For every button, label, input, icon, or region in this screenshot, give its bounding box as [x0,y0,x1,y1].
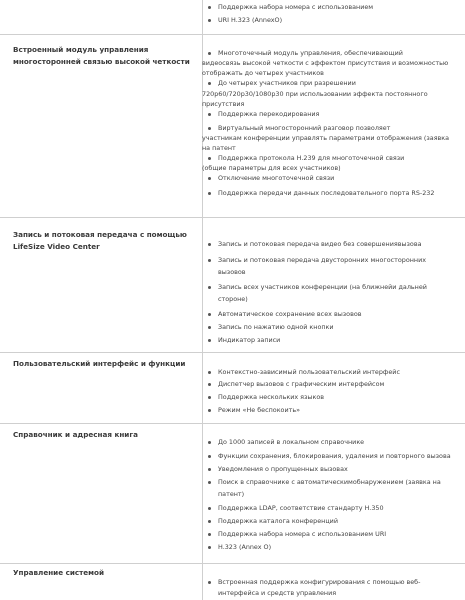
bullet-icon [208,396,211,399]
feature-line: Поддержка протокола H.239 для многоточечной связи [218,154,405,162]
feature-line: интерфейса и средств управления [218,589,337,597]
feature-line: Уведомления о пропущенных вызовах [218,465,348,473]
bullet-icon [208,157,211,160]
feature-line: Запись по нажатию одной кнопки [218,323,334,331]
section-title: Управление системой [13,568,105,577]
feature-line: До четырех участников при разрешении [218,79,356,87]
feature-line: Функции сохранения, блокирования, удаления и повторного вызова [218,452,451,460]
bullet-icon [208,339,211,342]
feature-line: Поддержка набора номера с использованием [218,3,374,11]
feature-line: Поддержка LDAP, соответствие стандарту H.350 [218,504,384,512]
feature-line: Диспетчер вызовов с графическим интерфейсом [218,380,385,388]
feature-line: Многоточечный модуль управления, обеспечивающий [218,49,403,57]
bullet-icon [208,286,211,289]
bullet-icon [208,82,211,85]
bullet-icon [208,520,211,523]
feature-line: вызовов [218,268,246,276]
row-divider [0,352,465,353]
feature-line: Отключение многоточечной связи [218,174,335,182]
feature-line: Поддержка набора номера с использованием URI [218,530,387,538]
feature-line: Автоматическое сохранение всех вызовов [218,310,362,318]
feature-line: До 1000 записей в локальном справочнике [218,438,365,446]
row-divider [0,563,465,564]
feature-line: Запись и потоковая передача двусторонних многосторонних [218,256,427,264]
feature-line: Поддержка каталога конференций [218,517,338,525]
bullet-icon [208,507,211,510]
feature-line: (общие параметры для всех участников) [202,164,341,172]
feature-line: H.323 (Annex O) [218,543,272,551]
bullet-icon [208,481,211,484]
bullet-icon [208,19,211,22]
feature-line: видеосвязь высокой четкости с эффектом присутствия и возможностью [202,59,449,67]
bullet-icon [208,52,211,55]
bullet-icon [208,468,211,471]
feature-line: Запись всех участников конференции (на ближнейи дальней [218,283,427,291]
feature-line: на патент [202,144,236,152]
feature-line: стороне) [218,295,248,303]
feature-line: Индикатор записи [218,336,281,344]
bullet-icon [208,546,211,549]
row-divider [0,34,465,35]
bullet-icon [208,313,211,316]
bullet-icon [208,326,211,329]
section-title: Запись и потоковая передача с помощью LifeSize Video Center [13,230,187,251]
feature-line: участникам конференции управлять параметрами отображения (заявка [202,134,450,142]
feature-line: Поддержка перекодирования [218,110,320,118]
section-title: Встроенный модуль управления многосторонней связью высокой четкости [13,45,190,66]
bullet-icon [208,177,211,180]
bullet-icon [208,533,211,536]
feature-line: Встроенная поддержка конфигурирования с помощью веб- [218,578,421,586]
bullet-icon [208,409,211,412]
feature-line: Поддержка нескольких языков [218,393,325,401]
bullet-icon [208,581,211,584]
bullet-icon [208,192,211,195]
bullet-icon [208,455,211,458]
row-divider [0,217,465,218]
feature-line: присутствия [202,100,245,108]
feature-line: отображать до четырех участников [202,69,324,77]
feature-line: Контекстно-зависимый пользовательский интерфейс [218,368,400,376]
feature-line: Виртуальный многосторонний разговор позволяет [218,124,391,132]
row-divider [0,423,465,424]
bullet-icon [208,383,211,386]
feature-line: Запись и потоковая передача видео без совершениявызова [218,240,422,248]
feature-line: патент) [218,490,245,498]
bullet-icon [208,371,211,374]
bullet-icon [208,6,211,9]
feature-line: 720p60/720p30/1080p30 при использовании эффекта постоянного [202,90,428,98]
bullet-icon [208,259,211,262]
bullet-icon [208,441,211,444]
bullet-icon [208,127,211,130]
feature-line: Поддержка передачи данных последовательного порта RS-232 [218,189,435,197]
section-title: Справочник и адресная книга [13,430,138,439]
bullet-icon [208,243,211,246]
feature-line: Поиск в справочнике с автоматическимобнаружением (заявка на [218,478,441,486]
feature-line: Режим «Не беспокоить» [218,406,301,414]
section-title: Пользовательский интерфейс и функции [13,359,186,368]
bullet-icon [208,113,211,116]
feature-line: URI H.323 (AnnexO) [218,16,283,24]
